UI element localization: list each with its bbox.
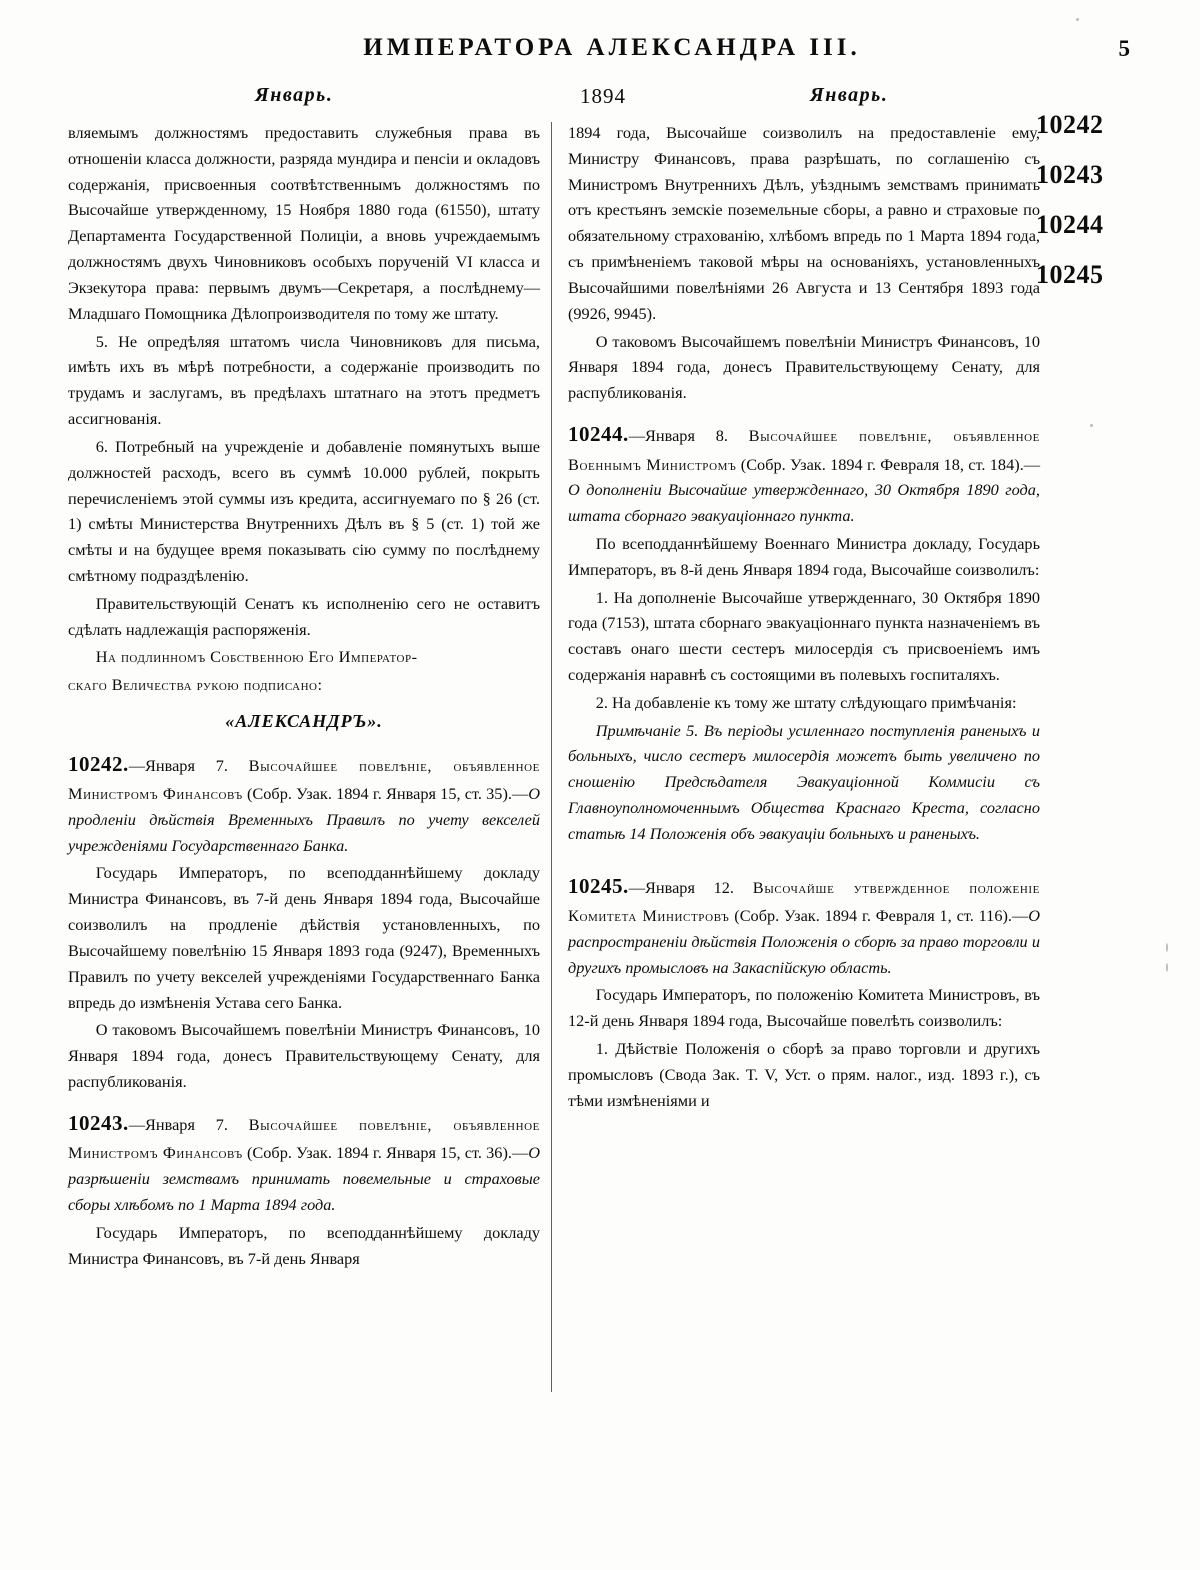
entry-number: 10245. <box>568 873 629 898</box>
entry-body-paragraph: По всеподданнѣйшему Военнаго Министра докладу, Государь Императоръ, въ 8-й день Января 1894 года, Высочайше соизволилъ: <box>568 534 1040 579</box>
paragraph: 5. Не опредѣляя штатомъ числа Чиновниковъ для письма, имѣть ихъ въ мѣрѣ потребности, а содержаніе производить по трудамъ и заслугамъ, въ предѣлахъ штатнаго на этотъ предметъ ассигнованія. <box>68 331 540 429</box>
entry-kind: Высочайшее повелѣніе, объявленное Военнымъ Министромъ <box>568 426 1040 474</box>
page-title: ИМПЕРАТОРА АЛЕКСАНДРА III. <box>363 34 861 61</box>
column-divider <box>551 122 552 1392</box>
margin-number-list <box>1036 112 1176 312</box>
imperial-signature: «АЛЕКСАНДРЪ». <box>225 710 383 731</box>
paragraph: вляемымъ должностямъ предоставить служебныя права въ отношеніи класса должности, разряда мундира и пенсіи и окладовъ содержанія, присвоенныя соотвѣтственнымъ должностямъ по Высочайше утвержденному, 15 Ноября 1880 года (61550), штату Департамента Государственной Полиціи, а вновь учреждаемымъ должностямъ двухъ Чиновниковъ особыхъ порученій VI класса и Экзекутора права: первымъ двумъ—Секретаря, а послѣднему—Младшаго Помощника Дѣлопроизводителя по тому же штату. <box>68 123 540 323</box>
margin-number: 10244 <box>1036 210 1104 239</box>
entry-date: —Января 7. <box>128 755 249 775</box>
entry-heading <box>568 418 1040 529</box>
left-column <box>68 120 540 1273</box>
page-header <box>70 34 1130 78</box>
margin-number: 10245 <box>1036 260 1104 289</box>
entry-date: —Января 8. <box>628 426 749 446</box>
entry-source: (Собр. Узак. 1894 г. Января 15, ст. 36).— <box>242 1143 529 1163</box>
signature-intro-line-2: скаго Величества рукою подписано: <box>68 675 323 695</box>
entry-kind: Высочайше утвержденное положеніе Комитета Министровъ <box>568 877 1040 925</box>
entry-source: (Собр. Узак. 1894 г. Января 15, ст. 35).— <box>242 784 529 803</box>
entry-10244 <box>568 418 1040 847</box>
entry-title: О разрѣшеніи земствамъ принимать повемельные и страховые сборы хлѣбомъ по 1 Марта 1894 года. <box>68 1143 540 1214</box>
entry-date: —Января 12. <box>628 877 753 897</box>
entry-number: 10243. <box>68 1111 129 1136</box>
entry-kind: Высочайшее повелѣніе, объявленное Министромъ Финансовъ <box>68 755 540 803</box>
entry-heading <box>68 748 540 859</box>
entry-body-paragraph: О таковомъ Высочайшемъ повелѣніи Министръ Финансовъ, 10 Января 1894 года, донесъ Правительствующему Сенату, для распубликованія. <box>68 1020 540 1092</box>
page-subheader <box>70 84 1130 110</box>
entry-number: 10244. <box>568 422 629 447</box>
margin-number: 10243 <box>1036 160 1104 189</box>
subheader-month-left: Январь. <box>255 84 334 106</box>
paragraph: 6. Потребный на учрежденіе и добавленіе помянутыхъ выше должностей расходъ, всего въ суммѣ 10.000 рублей, покрыть перечисленіемъ этой суммы изъ кредита, ассигнуемаго по § 26 (ст. 1) смѣты Министерства Внутреннихъ Дѣлъ въ § 5 (ст. 1) той же смѣты и на будущее время показывать сію сумму по послѣднему смѣтному подраздѣленію. <box>68 436 540 585</box>
entry-date: —Января 7. <box>128 1115 249 1135</box>
entry-title: О дополненіи Высочайше утвержденнаго, 30 Октября 1890 года, штата сборнаго эвакуаціоннаго пункта. <box>568 480 1040 526</box>
entry-body-paragraph: Государь Императоръ, по положенію Комитета Министровъ, въ 12-й день Января 1894 года, Высочайше повелѣть соизволилъ: <box>568 985 1040 1031</box>
entry-body-paragraph: 1. На дополненіе Высочайше утвержденнаго, 30 Октября 1890 года (7153), штата сборнаго эвакуаціоннаго пункта назначеніемъ въ составъ онаго шести сестеръ милосердія съ присвоеніемъ имъ содержанія наравнѣ съ состоящими въ полевыхъ госпиталяхъ. <box>568 587 1040 685</box>
entry-heading <box>68 1107 540 1218</box>
entry-title: О продленіи дѣйствія Временныхъ Правилъ по учету векселей учрежденіями Государственнаго Банка. <box>68 784 540 855</box>
scan-speckle <box>1166 963 1168 972</box>
entry-number: 10242. <box>68 751 129 776</box>
signature-intro-line-1: На подлинномъ Собственною Его Император- <box>95 647 418 667</box>
entry-heading <box>568 870 1040 981</box>
continuation-paragraph: О таковомъ Высочайшемъ повелѣніи Министръ Финансовъ, 10 Января 1894 года, донесъ Правительствующему Сенату, для распубликованія. <box>568 331 1040 403</box>
entry-10245 <box>568 870 1040 1114</box>
entry-body-paragraph: Государь Императоръ, по всеподданнѣйшему докладу Министра Финансовъ, въ 7-й день Января <box>68 1222 540 1268</box>
paragraph: Правительствующій Сенатъ къ исполненію сего не оставитъ сдѣлать надлежащія распоряженія. <box>68 593 540 639</box>
subheader-month-right: Январь. <box>810 84 889 106</box>
entry-title: О распространеніи дѣйствія Положенія о сборѣ за право торговли и другихъ промысловъ на Закаспійскую область. <box>568 905 1040 977</box>
scan-speckle <box>1166 943 1168 952</box>
entry-body-paragraph: 2. На добавленіе къ тому же штату слѣдующаго примѣчанія: <box>595 692 1017 712</box>
page-number: 5 <box>1118 36 1130 61</box>
entry-body-paragraph: Государь Императоръ, по всеподданнѣйшему докладу Министра Финансовъ, въ 7-й день Января 1894 года, Высочайше соизволилъ на продленіе дѣйствія установленныхъ, по Высочайшему повелѣнію 15 Января 1893 года (9247), Временныхъ Правилъ по учету векселей учрежденіями Государственнаго Банка впредь до измѣненія Устава сего Банка. <box>68 863 540 1012</box>
scan-speckle <box>1076 18 1079 21</box>
entry-kind: Высочайшее повелѣніе, объявленное Министромъ Финансовъ <box>68 1115 540 1163</box>
entry-source: (Собр. Узак. 1894 г. Февраля 18, ст. 184).— <box>736 454 1040 474</box>
entry-note: Примѣчаніе 5. Въ періоды усиленнаго поступленія раненыхъ и больныхъ, число сестеръ милосердія можетъ быть увеличено по сношенію Предсѣдателя Эвакуаціонной Коммисіи съ Главноуполномоченнымъ Общества Краснаго Креста, согласно статьѣ 14 Положенія объ эвакуаціи больныхъ и раненыхъ. <box>568 720 1040 843</box>
scan-speckle <box>1090 424 1093 427</box>
entry-10243 <box>68 1107 540 1271</box>
entry-10242 <box>68 748 540 1095</box>
entry-source: (Собр. Узак. 1894 г. Февраля 1, ст. 116).— <box>729 905 1029 925</box>
subheader-year: 1894 <box>580 84 626 108</box>
continuation-paragraph: 1894 года, Высочайше соизволилъ на предоставленіе ему, Министру Финансовъ, права разрѣшать, по соглашенію съ Министромъ Внутреннихъ Дѣлъ, уѣзднымъ земствамъ принимать отъ крестьянъ земскіе поземельные сборы, а равно и страховые по обязательному страхованію, хлѣбомъ впредь по 1 Марта 1894 года, съ примѣненіемъ таковой мѣры на основаніяхъ, установленныхъ Высочайшими повелѣніями 26 Августа и 13 Сентября 1893 года (9926, 9945). <box>568 123 1040 323</box>
entry-body-paragraph: 1. Дѣйствіе Положенія о сборѣ за право торговли и другихъ промысловъ (Свода Зак. Т. V, Уст. о прям. налог., изд. 1893 г.), съ тѣми измѣненіями и <box>568 1038 1040 1110</box>
right-column <box>568 120 1040 1115</box>
margin-number: 10242 <box>1036 110 1104 139</box>
